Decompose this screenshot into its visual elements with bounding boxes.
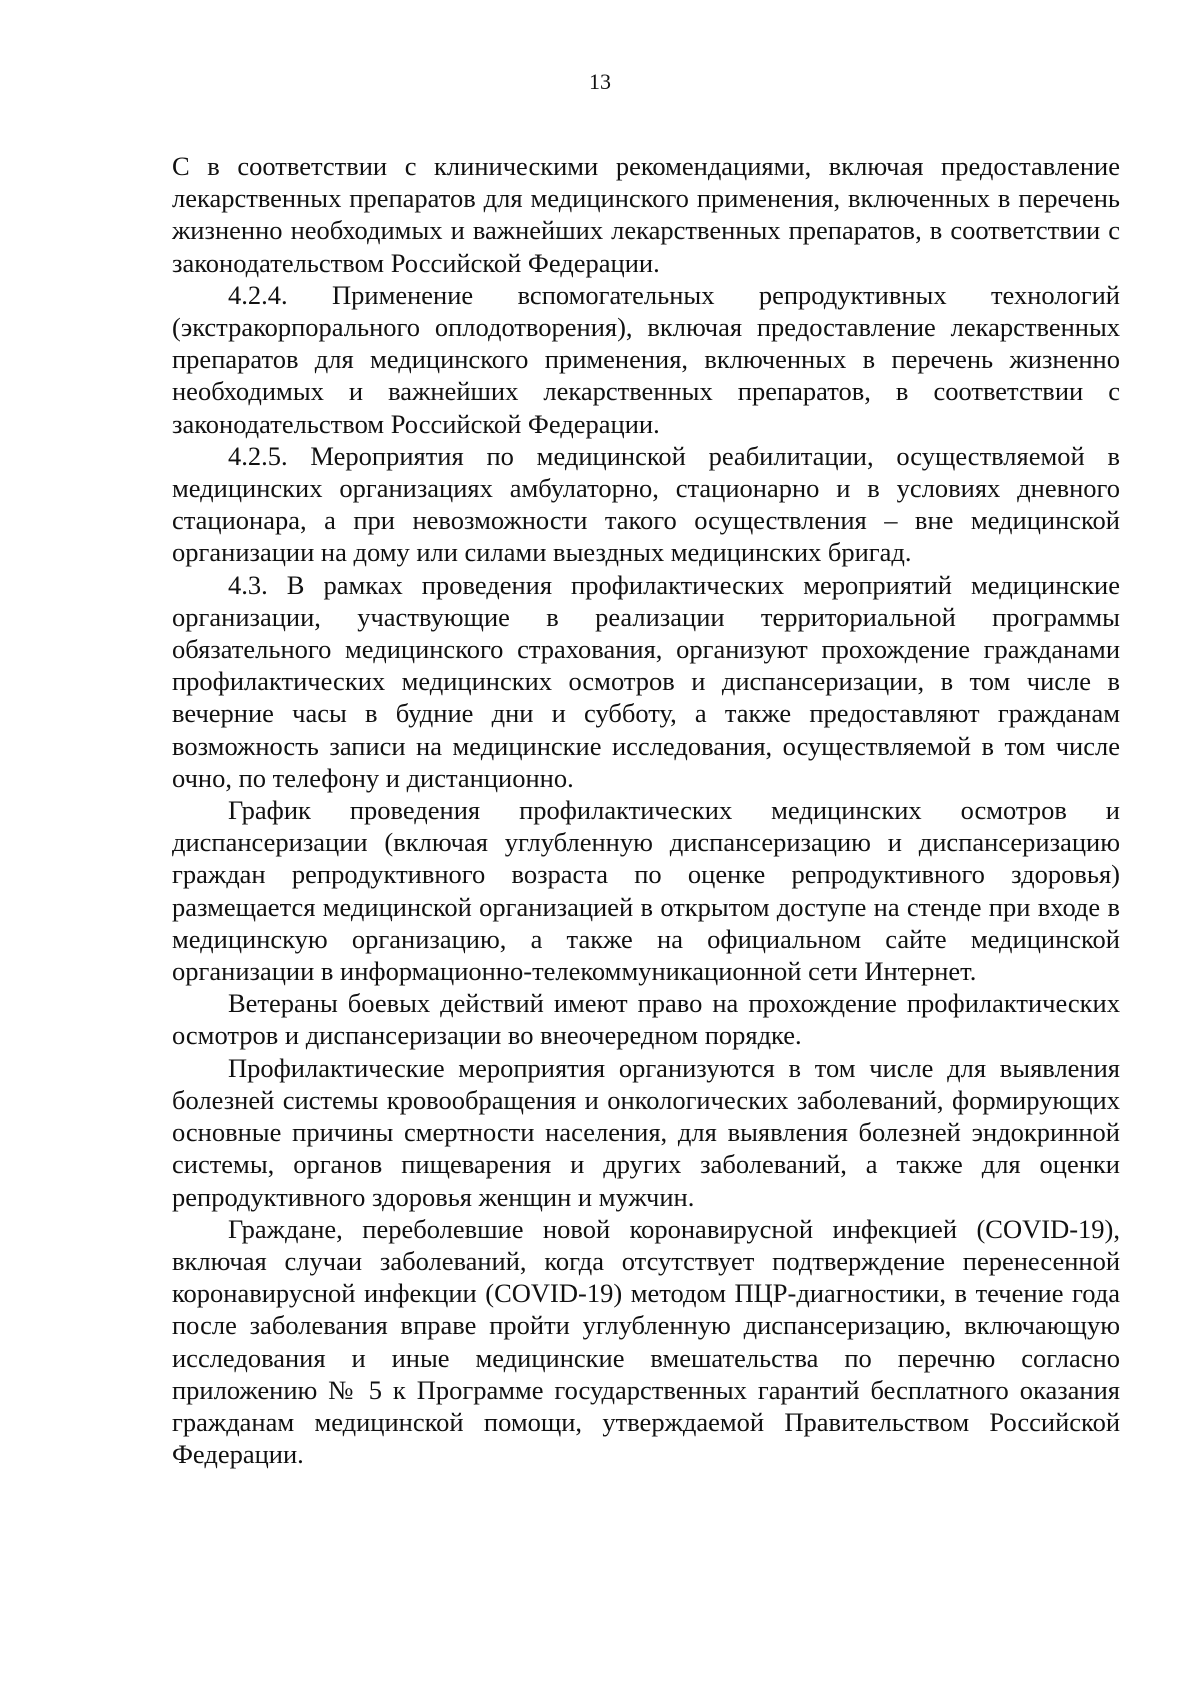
paragraph-4-2-4: 4.2.4. Применение вспомогательных репродуктивных технологий (экстракорпорального оплодотворения), включая предоставление лекарственных препаратов для медицинского применения, включенных в перечень жизненно необходимых и важнейших лекарственных препаратов, в соответствии с законодательством Российской Федерации. [172, 279, 1120, 439]
paragraph-4-3: 4.3. В рамках проведения профилактических мероприятий медицинские организации, участвующие в реализации территориальной программы обязательного медицинского страхования, организуют прохождение гражданами профилактических медицинских осмотров и диспансеризации, в том числе в вечерние часы в будние дни и субботу, а также предоставляют гражданам возможность записи на медицинские исследования, осуществляемой в том числе очно, по телефону и дистанционно. [172, 569, 1120, 793]
document-body [172, 150, 1120, 1470]
paragraph-veterans: Ветераны боевых действий имеют право на прохождение профилактических осмотров и диспансеризации во внеочередном порядке. [172, 988, 1120, 1051]
paragraph-preventive-measures: Профилактические мероприятия организуются в том числе для выявления болезней системы кровообращения и онкологических заболеваний, формирующих основные причины смертности населения, для выявления болезней эндокринной системы, органов пищеварения и других заболеваний, а также для оценки репродуктивного здоровья женщин и мужчин. [172, 1052, 1120, 1212]
paragraph-4-2-5: 4.2.5. Мероприятия по медицинской реабилитации, осуществляемой в медицинских организациях амбулаторно, стационарно и в условиях дневного стационара, а при невозможности такого осуществления – вне медицинской организации на дому или силами выездных медицинских бригад. [172, 440, 1120, 568]
page-number: 13 [589, 69, 611, 94]
paragraph-continuation: С в соответствии с клиническими рекомендациями, включая предоставление лекарственных препаратов для медицинского применения, включенных в перечень жизненно необходимых и важнейших лекарственных препаратов, в соответствии с законодательством Российской Федерации. [172, 151, 1120, 278]
paragraph-schedule: График проведения профилактических медицинских осмотров и диспансеризации (включая углубленную диспансеризацию и диспансеризацию граждан репродуктивного возраста по оценке репродуктивного здоровья) размещается медицинской организацией в открытом доступе на стенде при входе в медицинскую организацию, а также на официальном сайте медицинской организации в информационно-телекоммуникационной сети Интернет. [172, 795, 1120, 987]
paragraph-covid: Граждане, переболевшие новой коронавирусной инфекцией (COVID-19), включая случаи заболеваний, когда отсутствует подтверждение перенесенной коронавирусной инфекции (COVID-19) методом ПЦР-диагностики, в течение года после заболевания вправе пройти углубленную диспансеризацию, включающую исследования и иные медицинские вмешательства по перечню согласно приложению № 5 к Программе государственных гарантий бесплатного оказания гражданам медицинской помощи, утверждаемой Правительством Российской Федерации. [172, 1213, 1120, 1470]
